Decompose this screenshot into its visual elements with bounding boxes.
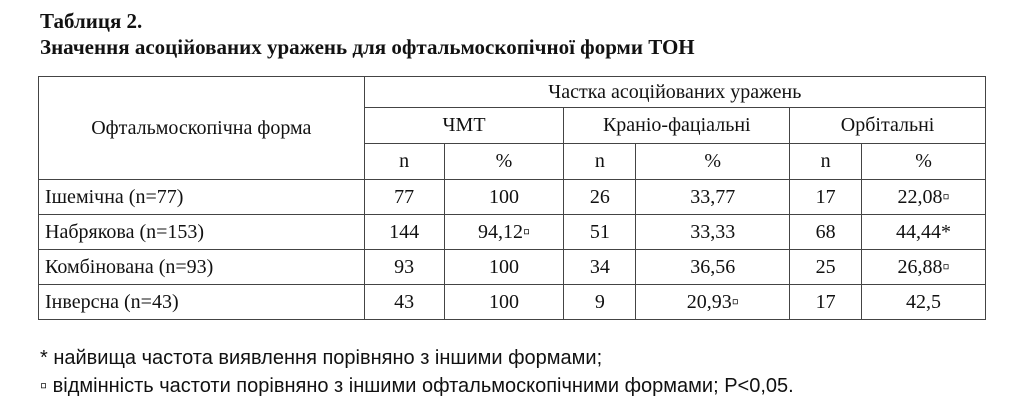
table-cell: 26 [564,180,636,215]
table-cell: 34 [564,250,636,285]
table-cell: 93 [364,250,444,285]
row-header: Офтальмоскопічна форма [39,77,365,180]
results-table [38,76,986,320]
table-cell: 51 [564,215,636,250]
table-cell: 25 [790,250,862,285]
subheader-cell: % [862,144,986,180]
group-header-craniofacial: Краніо-фаціальні [564,108,790,144]
subheader-cell: % [636,144,790,180]
table-cell: 20,93▫ [636,285,790,320]
table-cell: 43 [364,285,444,320]
table-row [39,250,986,285]
row-label: Ішемічна (n=77) [39,180,365,215]
table-cell: 26,88▫ [862,250,986,285]
table-cell: 94,12▫ [444,215,564,250]
table-title: Значення асоційованих уражень для офтальмоскопічної форми ТОН [40,35,695,59]
subheader-cell: n [364,144,444,180]
table-label: Таблиця 2. [40,9,143,33]
table-cell: 36,56 [636,250,790,285]
table-cell: 77 [364,180,444,215]
row-label: Інверсна (n=43) [39,285,365,320]
table-cell: 33,77 [636,180,790,215]
table-row [39,180,986,215]
table-row [39,285,986,320]
table-heading [40,8,695,60]
subheader-cell: % [444,144,564,180]
group-header-tbi: ЧМТ [364,108,564,144]
row-label: Комбінована (n=93) [39,250,365,285]
footnotes [40,344,794,400]
table-cell: 17 [790,285,862,320]
table-cell: 9 [564,285,636,320]
table-cell: 44,44* [862,215,986,250]
table-cell: 42,5 [862,285,986,320]
table-cell: 17 [790,180,862,215]
table-cell: 144 [364,215,444,250]
footnote-star: * найвища частота виявлення порівняно з іншими формами; [40,347,603,369]
table-cell: 22,08▫ [862,180,986,215]
group-header: Частка асоційованих уражень [364,77,985,108]
group-header-orbital: Орбітальні [790,108,986,144]
subheader-cell: n [564,144,636,180]
table-cell: 100 [444,180,564,215]
subheader-cell: n [790,144,862,180]
table-cell: 33,33 [636,215,790,250]
table-cell: 100 [444,285,564,320]
table-cell: 100 [444,250,564,285]
table-row [39,215,986,250]
footnote-square: ▫ відмінність частоти порівняно з іншими офтальмоскопічними формами; P<0,05. [40,375,794,397]
row-label: Набрякова (n=153) [39,215,365,250]
table-cell: 68 [790,215,862,250]
